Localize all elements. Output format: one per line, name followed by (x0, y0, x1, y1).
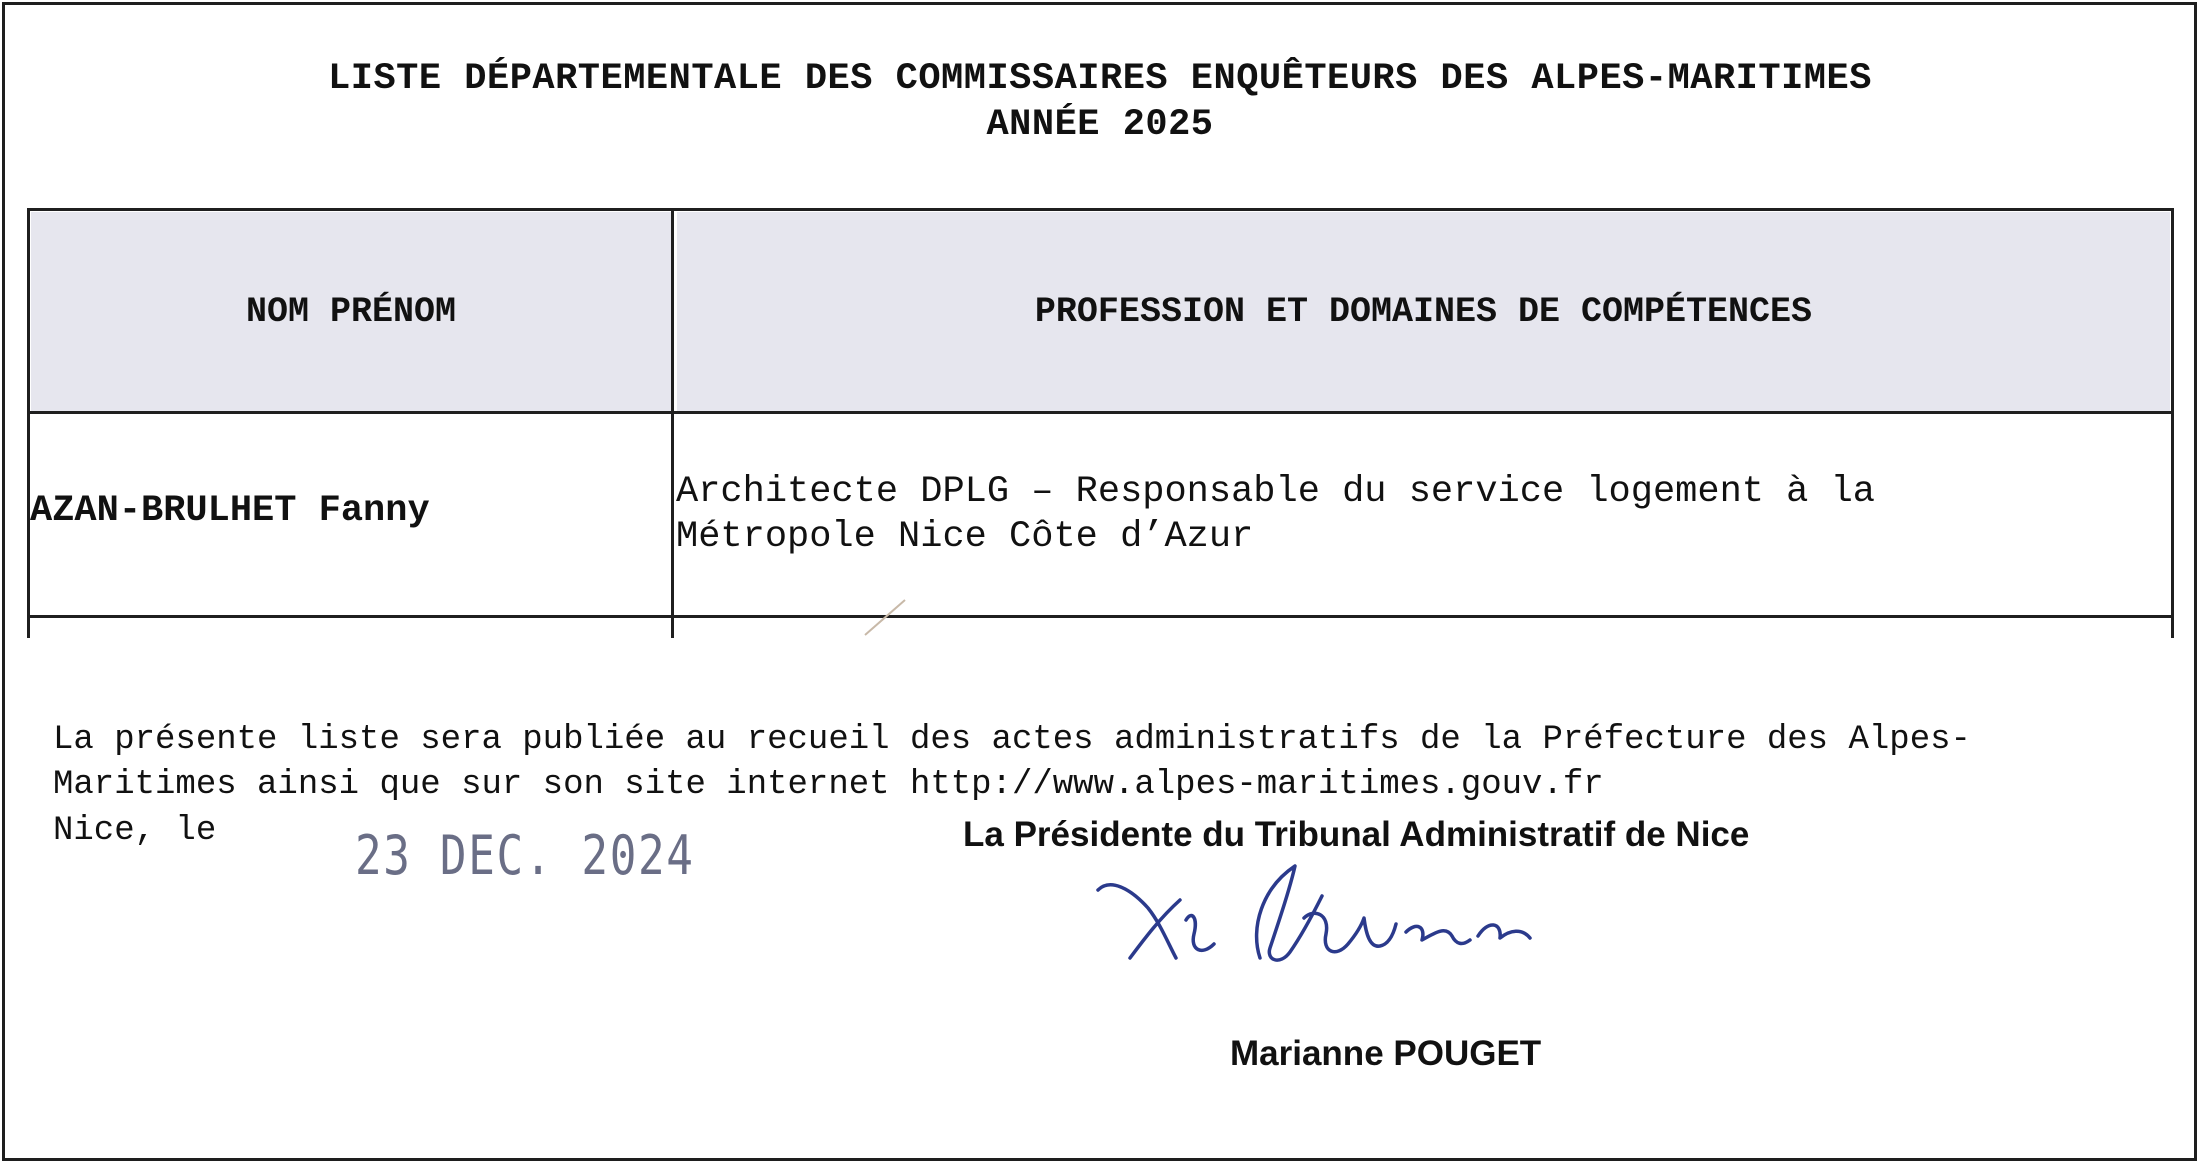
table-row-profession (676, 470, 1875, 560)
table-header-name-label: NOM PRÉNOM (245, 291, 457, 332)
signatory-title: La Présidente du Tribunal Administratif de Nice (963, 815, 1750, 854)
profession-line-1: Architecte DPLG – Responsable du service logement à la (676, 471, 1875, 513)
table-header-profession (677, 212, 2170, 411)
table-header-profession-label: PROFESSION ET DOMAINES DE COMPÉTENCES (1034, 291, 1813, 332)
publication-line-1: La présente liste sera publiée au recueil des actes administratifs de la Préfecture des Alpes- (53, 721, 1971, 759)
publication-notice (53, 718, 1971, 808)
handwritten-signature (1090, 848, 1570, 988)
document-year: ANNÉE 2025 (986, 104, 1214, 146)
date-stamp: 23 DEC. 2024 (355, 824, 695, 887)
table-border-middle (671, 208, 674, 638)
table-row-name: AZAN-BRULHET Fanny (30, 490, 430, 532)
table-border-right (2171, 208, 2174, 638)
place-label: Nice, le (53, 812, 217, 850)
table-border-left (27, 208, 30, 638)
table-border-header-bottom (27, 411, 2174, 414)
publication-line-2: Maritimes ainsi que sur son site internet http://www.alpes-maritimes.gouv.fr (53, 766, 1604, 804)
table-header-name (31, 212, 671, 411)
table-border-row-bottom (27, 615, 2174, 618)
signatory-name: Marianne POUGET (1230, 1034, 1542, 1073)
document-title: LISTE DÉPARTEMENTALE DES COMMISSAIRES ENQUÊTEURS DES ALPES-MARITIMES (328, 58, 1872, 100)
stray-pen-mark (860, 560, 970, 640)
profession-line-2: Métropole Nice Côte d’Azur (676, 516, 1254, 558)
table-border-top (27, 208, 2174, 211)
